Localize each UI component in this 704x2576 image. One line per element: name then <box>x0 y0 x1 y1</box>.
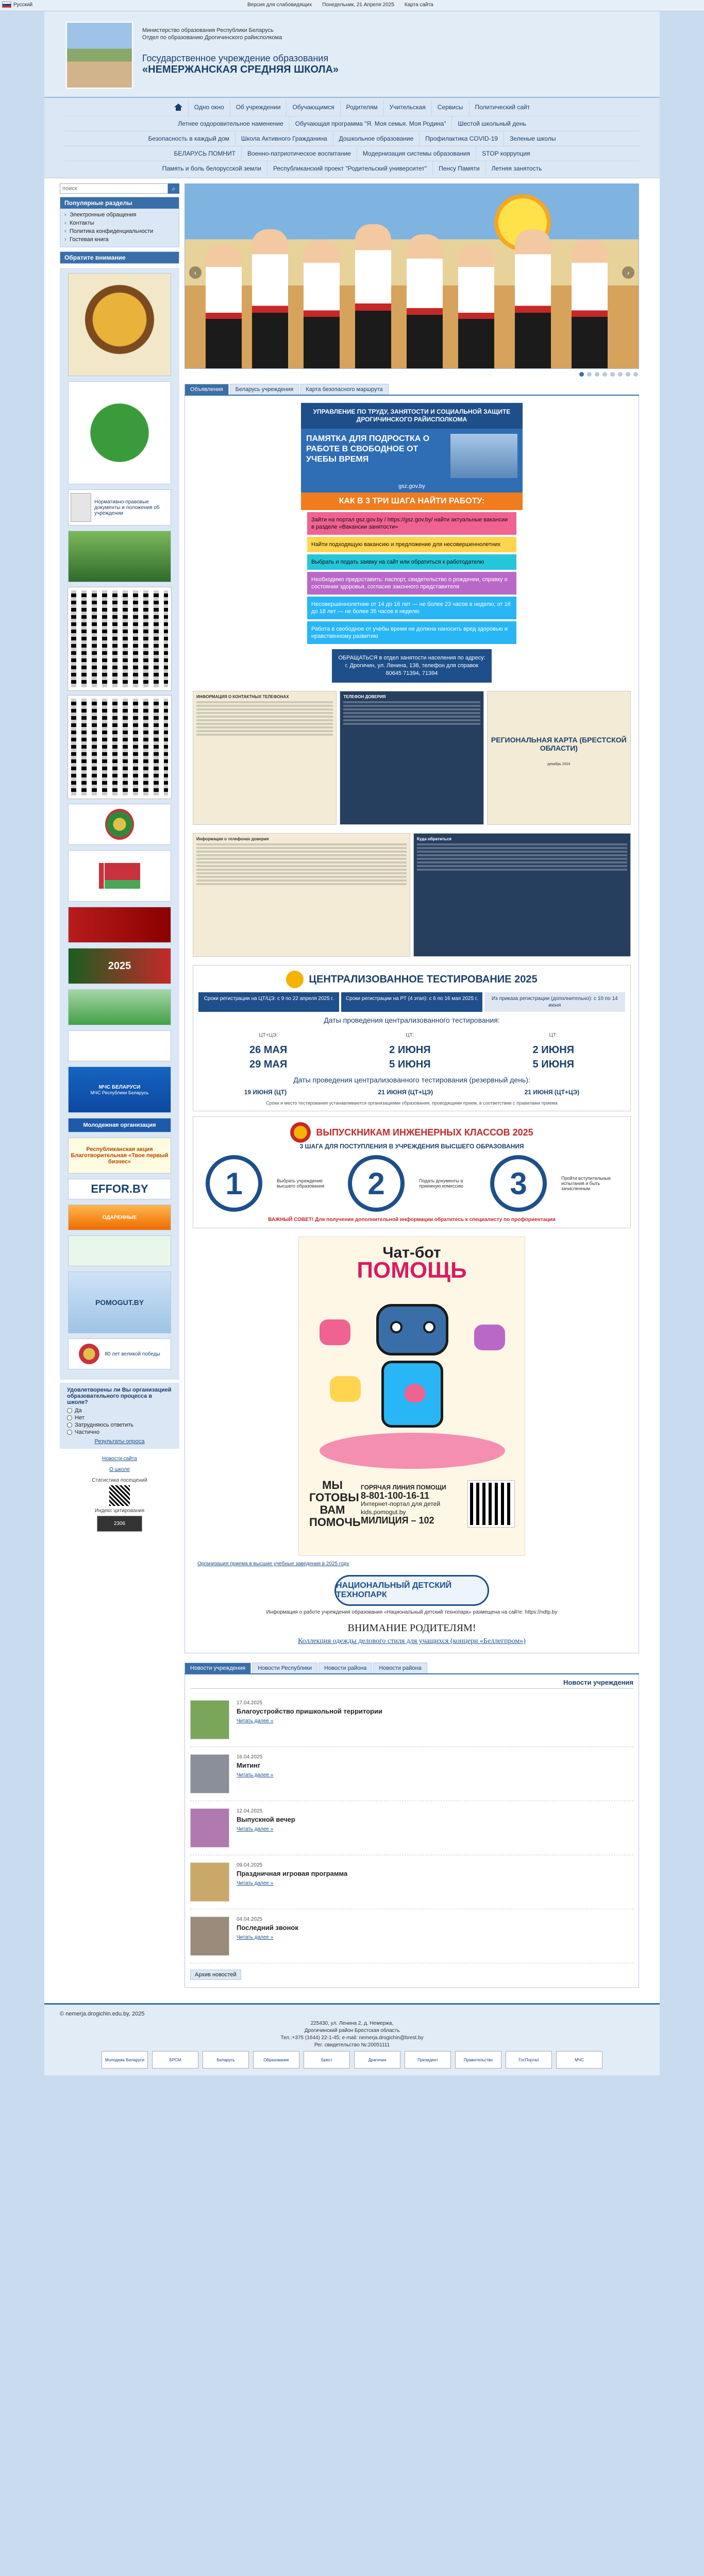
about-link[interactable]: О школе <box>109 1467 130 1472</box>
docs-banner-text: Нормативно-правовые документы и положения об учреждении <box>94 499 160 516</box>
stats-label: Статистика посещений <box>92 1478 147 1483</box>
nav-item[interactable]: Учительская <box>384 100 432 116</box>
news-item[interactable] <box>190 1747 633 1801</box>
chatbot-poster <box>298 1236 525 1556</box>
slider-dot[interactable] <box>633 372 638 377</box>
tab-announcements[interactable]: Объявления <box>185 384 229 395</box>
slide-person <box>206 245 242 368</box>
ct-heading: Даты проведения централизованного тестирования: <box>324 1016 500 1024</box>
nav-row-2 <box>65 116 639 131</box>
chatbot-title: Чат-бот ПОМОЩЬ <box>357 1244 467 1283</box>
chat-bubble-icon <box>474 1325 505 1350</box>
robot-icon <box>361 1304 464 1443</box>
nav-item[interactable]: Политический сайт <box>475 104 530 111</box>
business-banner[interactable]: Республиканская акция Благотворительная «Твое первый бизнес» <box>68 1138 171 1174</box>
news-thumbnail[interactable] <box>190 1917 229 1956</box>
news-panel <box>185 1674 639 1988</box>
news-thumbnail[interactable] <box>190 1754 229 1793</box>
index-label: Индекс цитирования <box>94 1508 145 1514</box>
school-title <box>142 53 431 75</box>
slide-person <box>355 224 391 368</box>
read-more-link[interactable]: Читать далее » <box>237 1935 274 1940</box>
news-thumbnail[interactable] <box>190 1808 229 1848</box>
news-heading: Новости учреждения <box>190 1679 633 1689</box>
news-thumbnail[interactable] <box>190 1862 229 1902</box>
poster-step: Найти подходящую вакансию и предложение для несовершеннолетних <box>307 537 516 552</box>
docs-banner[interactable] <box>68 489 171 526</box>
slide-person <box>572 240 608 368</box>
news-thumbnail[interactable] <box>190 1700 229 1739</box>
footer-logo[interactable]: Беларусь <box>203 2051 249 2069</box>
news-title[interactable]: Благоустройство пришкольной территории <box>237 1707 382 1715</box>
tab-school-news[interactable]: Новости учреждения <box>185 1663 251 1673</box>
sitemap-link[interactable]: Карта сайта <box>404 2 433 8</box>
hands-icon <box>320 1433 505 1469</box>
home-icon[interactable] <box>174 104 182 111</box>
slider-dot[interactable] <box>610 372 615 377</box>
logo-icon <box>286 971 304 988</box>
nav-item[interactable]: Память и боль белорусской земли <box>157 161 267 176</box>
footer-logo[interactable]: БРСМ <box>152 2051 198 2069</box>
nav-item[interactable]: Одно окно <box>189 100 230 116</box>
footer-logos <box>44 2051 660 2069</box>
news-item[interactable] <box>190 1909 633 1963</box>
news-title[interactable]: Праздничная игровая программа <box>237 1870 348 1877</box>
slider-dot[interactable] <box>602 372 607 377</box>
news-item[interactable] <box>190 1801 633 1855</box>
news-item[interactable] <box>190 1855 633 1909</box>
slider-dot[interactable] <box>618 372 623 377</box>
poster-step: Зайти на портал gsz.gov.by / https://gsz.gov.by/ найти актуальные вакансии в разделе «Вакансии занятости» <box>307 512 516 535</box>
qr-code <box>109 1485 130 1506</box>
sidebar-banners <box>60 268 179 1380</box>
read-more-link[interactable]: Читать далее » <box>237 1718 274 1724</box>
pomogut-banner[interactable]: POMOGUT.BY <box>68 1272 171 1333</box>
logo-icon <box>290 1122 311 1143</box>
slider-dot[interactable] <box>626 372 630 377</box>
brochure-column: Куда обратиться <box>413 833 631 957</box>
popular-title: Популярные разделы <box>60 197 179 209</box>
news-archive-link[interactable]: Архив новостей <box>190 1970 241 1980</box>
news-list <box>190 1693 633 1963</box>
admission-link[interactable]: Организация приема в высшие учебные заведения в 2025 году <box>197 1561 349 1567</box>
footer-logo[interactable]: МЧС <box>556 2051 602 2069</box>
slider-prev-icon[interactable]: ‹ <box>189 266 202 279</box>
sidebar <box>44 183 185 1988</box>
nav-item[interactable]: Зеленые школы <box>509 135 556 142</box>
nav-item[interactable]: Родителям <box>341 100 384 116</box>
sidebar-footer <box>60 1449 179 1539</box>
qr-code[interactable] <box>68 696 171 799</box>
nav-item[interactable]: Модернизация системы образования <box>357 146 476 161</box>
footer-logo[interactable]: ГосПортал <box>506 2051 552 2069</box>
brochure-column: Информация о телефонах доверия <box>193 833 410 957</box>
tab-republic-news[interactable]: Новости Республики <box>252 1663 317 1673</box>
ct-reserve-dates: 19 ИЮНЯ (ЦТ) 21 ИЮНЯ (ЦТ+ЦЭ) 21 ИЮНЯ (ЦТ+ЦЭ) <box>244 1089 580 1096</box>
nav-home[interactable] <box>169 100 189 116</box>
radio-icon[interactable] <box>67 1422 72 1428</box>
hotline-brochure-2 <box>193 833 631 957</box>
school-photo <box>66 22 133 89</box>
news-title[interactable]: Митинг <box>237 1761 261 1769</box>
technopark-info: Информация о работе учреждения образования «Национальный детский технопарк» размещена на сайте: https://ndtp.by <box>266 1609 558 1615</box>
uniform-link[interactable]: Коллекция одежды делового стиля для учащихся (концерн «Беллегпром») <box>298 1637 526 1645</box>
nav-item[interactable]: Обучающая программа "Я. Моя семья. Моя Родина" <box>290 116 452 131</box>
ct-reserve-heading: Даты проведения централизованного тестирования (резервный день): <box>293 1076 530 1084</box>
read-more-link[interactable]: Читать далее » <box>237 1826 274 1832</box>
main-content <box>185 183 660 1988</box>
poll-option[interactable]: Частично <box>67 1429 172 1435</box>
slider-dots <box>185 369 639 380</box>
announce-tabs <box>185 384 639 396</box>
popular-link[interactable]: › Политика конфиденциальности <box>64 227 175 235</box>
slider-dot[interactable] <box>579 372 584 377</box>
search-input[interactable] <box>60 183 168 194</box>
gifted-banner[interactable]: ОДАРЕННЫЕ <box>68 1205 171 1230</box>
nav-item[interactable]: Профилактика COVID-19 <box>420 131 504 146</box>
heart-icon <box>405 1384 425 1402</box>
news-date: 09.04.2025 <box>237 1862 263 1868</box>
nav-row-4 <box>65 146 639 161</box>
chatbot-info: МЫ ГОТОВЫ ВАМ ПОМОЧЬ ГОРЯЧАЯ ЛИНИЯ ПОМОЩИ 8-801-100-16-11 Интернет-портал для детей kids.pomogut.by МИЛИЦИЯ – 102 <box>309 1479 514 1529</box>
popular-link[interactable]: › Электронные обращения <box>64 211 175 219</box>
effor-banner[interactable]: EFFOR.BY <box>68 1179 171 1199</box>
nav-item[interactable]: Летнее оздоровительное наменение <box>172 116 290 131</box>
mchs-title: МЧС БЕЛАРУСИ <box>98 1084 141 1090</box>
copyright: © nemerja.drogichin.edu.by, 2025 <box>60 2011 145 2017</box>
search-form <box>60 183 179 194</box>
year-banner[interactable]: 2025 <box>68 948 171 984</box>
footer-logo[interactable]: Президент <box>405 2051 451 2069</box>
news-date: 12.04.2025 <box>237 1808 263 1814</box>
site-news-link[interactable]: Новости сайта <box>102 1456 137 1462</box>
flag-icon[interactable] <box>2 2 11 8</box>
search-button[interactable] <box>168 183 179 194</box>
top-bar <box>0 0 704 11</box>
slide-person <box>515 229 551 368</box>
engineering-poster <box>193 1116 631 1228</box>
star-banner[interactable] <box>68 273 171 376</box>
work-memo-poster <box>301 403 523 683</box>
emblems-banner[interactable] <box>68 1338 171 1369</box>
mchs-banner[interactable] <box>68 1066 171 1113</box>
brochure-column: РЕГИОНАЛЬНАЯ КАРТА (БРЕСТСКОЙ ОБЛАСТИ) декабрь 2024 <box>487 691 631 825</box>
ct-poster <box>193 965 631 1111</box>
tab-district-news-2[interactable]: Новости района <box>373 1663 427 1673</box>
poster-step: Выбрать и подать заявку на сайт или обратиться к работодателю <box>307 554 516 570</box>
poll-option[interactable]: Затрудняюсь ответить <box>67 1422 172 1428</box>
visit-counter[interactable]: 2306 <box>97 1516 142 1532</box>
qr-code <box>468 1481 514 1527</box>
coat-banner[interactable] <box>68 804 171 845</box>
low-vision-link[interactable]: Версия для слабовидящих <box>247 2 312 8</box>
anniversary-text: 80 лет великой победы <box>105 1351 160 1357</box>
popular-link[interactable]: › Гостевая книга <box>64 235 175 244</box>
nav-row-1 <box>65 100 639 116</box>
footer-logo[interactable]: Правительство <box>455 2051 501 2069</box>
poster-step: Работа в свободное от учебы время не должна наносить вред здоровью и нравственному развитию <box>307 621 516 644</box>
nav-item[interactable]: Сервисы <box>432 100 470 116</box>
nav-item[interactable]: Обучающимся <box>287 100 340 116</box>
ct-note: Сроки и место тестирования устанавливаются организациями образования, проводящими прием, в соответствии с правилами приема <box>266 1100 558 1106</box>
hotline-brochure <box>193 691 631 825</box>
ct-title: ЦЕНТРАЛИЗОВАННОЕ ТЕСТИРОВАНИЕ 2025 <box>198 971 625 988</box>
eng-subtitle: 3 ШАГА ДЛЯ ПОСТУПЛЕНИЯ В УЧРЕЖДЕНИЯ ВЫСШЕГО ОБРАЗОВАНИЯ <box>299 1143 524 1150</box>
youth-banner[interactable]: Молодежная организация <box>68 1118 171 1132</box>
news-date: 04.04.2025 <box>237 1917 263 1922</box>
poster-site: gsz.gov.by <box>301 483 523 493</box>
popular-link[interactable]: › Контакты <box>64 219 175 227</box>
tab-institutions[interactable]: Беларусь учреждения <box>230 384 299 395</box>
news-title[interactable]: Последний звонок <box>237 1924 298 1931</box>
slide-person <box>458 245 494 368</box>
green-banner[interactable] <box>68 381 171 484</box>
nav-item[interactable]: Безопасность в каждый дом <box>143 131 236 146</box>
radio-icon[interactable] <box>67 1430 72 1435</box>
search-icon[interactable]: ⌕ <box>172 184 176 192</box>
poster-step: Несовершеннолетние от 14 до 16 лет — не более 23 часов в неделю; от 16 до 18 лет — не более 35 часов в неделю <box>307 597 516 619</box>
nav-item[interactable]: Республиканский проект "Родительский университет" <box>267 161 433 176</box>
brochure-column: ИНФОРМАЦИЯ О КОНТАКТНЫХ ТЕЛЕФОНАХ <box>193 691 337 825</box>
ecology-banner[interactable] <box>68 531 171 582</box>
nav-item[interactable]: Школа Активного Гражданина <box>236 131 333 146</box>
address: 225430, ул. Ленина 2, д. Немержа, Дрогичинский район Брестская область Тел.:+375 (1644) 22-1-45; e-mail: nemerja.drogichin@brest.by Рег. свидетельство №:20051111 <box>280 2021 424 2048</box>
nav-item[interactable]: STOP коррупция <box>482 150 530 157</box>
main-navigation <box>44 98 660 178</box>
lightgreen-banner[interactable] <box>68 1235 171 1266</box>
ct-dates: ЦТ+ЦЭ: 26 МАЯ 29 МАЯ ЦТ: 2 ИЮНЯ 5 ИЮНЯ ЦТ: 2 ИЮНЯ 5 ИЮНЯ <box>249 1032 575 1070</box>
emblem-icon <box>105 809 134 840</box>
nav-row-3 <box>65 131 639 146</box>
nav-item[interactable]: Дошкольное образование <box>333 131 420 146</box>
news-title[interactable]: Выпускной вечер <box>237 1816 295 1823</box>
document-icon <box>71 493 91 522</box>
announcements-panel <box>185 396 639 1653</box>
slide-person <box>407 234 443 368</box>
attention-title: Обратите внимание <box>60 252 179 263</box>
main-area <box>44 178 660 2003</box>
nav-item[interactable]: БЕЛАРУСЬ ПОМНИТ <box>168 146 242 161</box>
technopark-logo[interactable]: НАЦИОНАЛЬНЫЙ ДЕТСКИЙ ТЕХНОПАРК <box>334 1575 489 1606</box>
popular-sections <box>60 197 179 247</box>
emblem-icon <box>79 1344 99 1364</box>
flag-banner[interactable] <box>68 850 171 902</box>
poster-head: УПРАВЛЕНИЕ ПО ТРУДУ, ЗАНЯТОСТИ И СОЦИАЛЬНОЙ ЗАЩИТЕ ДРОГИЧИНСКОГО РАЙИСПОЛКОМА <box>301 403 523 429</box>
brochure-column: ТЕЛЕФОН ДОВЕРИЯ <box>340 691 483 825</box>
chat-bubble-icon <box>330 1376 361 1402</box>
slider-next-icon[interactable]: › <box>622 266 634 279</box>
read-more-link[interactable]: Читать далее » <box>237 1772 274 1778</box>
eng-steps: 1 Выбрать учреждение высшего образования 2 Подать документы в приемную комиссию 3 Пройти вступительные испытания и быть зачисленным <box>198 1155 625 1212</box>
ct-registration-bar: Сроки регистрации на ЦТ/ЦЭ: с 9 по 22 апреля 2025 г. Сроки регистрации на РТ (4 этап): с 6 по 16 мая 2025 г. Из приказа регистрации (дополнительно): с 10 по 14 июня <box>198 992 625 1012</box>
poster-step: Необходимо предоставить: паспорт, свидетельство о рождении, справку о состоянии здоровья, согласие законного представителя <box>307 572 516 595</box>
slide-person <box>304 240 340 368</box>
chat-bubble-icon <box>320 1319 350 1345</box>
nav-item[interactable]: Летняя занятость <box>491 165 542 172</box>
slide-person <box>252 229 288 368</box>
mchs-sub: МЧС Республики Беларусь <box>90 1090 149 1095</box>
slider-dot[interactable] <box>595 372 599 377</box>
nav-item[interactable]: Шестой школьный день <box>458 120 526 127</box>
news-tabs <box>185 1663 639 1674</box>
tab-district-news[interactable]: Новости района <box>319 1663 372 1673</box>
news-date: 16.04.2025 <box>237 1754 263 1760</box>
eng-advice: ВАЖНЫЙ СОВЕТ! Для получения дополнительной информации обратитесь к специалисту по профориентации <box>268 1217 556 1223</box>
ministry-text: Министерство образования Республики Беларусь Отдел по образованию Дрогичинского райисполкома <box>142 27 282 41</box>
nav-item[interactable]: Об учреждении <box>230 100 287 116</box>
date-label: Понедельник, 21 Апреля 2025 <box>322 2 394 8</box>
slider-dot[interactable] <box>587 372 592 377</box>
footer-logo[interactable]: Брест <box>304 2051 350 2069</box>
footer-logo[interactable]: Молодежь Беларуси <box>102 2051 148 2069</box>
poster-image <box>450 434 517 478</box>
qr-code[interactable] <box>68 587 171 690</box>
nav-row-5 <box>65 161 639 176</box>
nav-item[interactable]: Пенсу Памяти <box>433 161 486 176</box>
poll-results-link[interactable]: Результаты опроса <box>94 1438 145 1445</box>
poll-option[interactable]: Нет <box>67 1415 172 1421</box>
site-footer <box>44 2003 660 2075</box>
news-date: 17.04.2025 <box>237 1700 263 1706</box>
nav-item[interactable]: Военно-патриотическое воспитание <box>242 146 357 161</box>
radio-icon[interactable] <box>67 1415 72 1420</box>
poster-steps-title: КАК В 3 ТРИ ШАГА НАЙТИ РАБОТУ: <box>301 493 523 510</box>
tab-route-map[interactable]: Карта безопасного маршрута <box>300 384 388 395</box>
school-name: «НЕМЕРЖАНСКАЯ СРЕДНЯЯ ШКОЛА» <box>142 64 339 75</box>
site-header <box>44 11 660 98</box>
poster-contact: ОБРАЩАТЬСЯ в отдел занятости населения по адресу: г. Дрогичин, ул. Ленина, 138, телефон для справок 80645 71394, 71394 <box>332 649 492 683</box>
white-banner[interactable] <box>68 1030 171 1061</box>
footer-logo[interactable]: Образование <box>253 2051 299 2069</box>
flag-icon <box>99 863 140 889</box>
school-prefix: Государственное учреждение образования <box>142 53 329 63</box>
eng-title: ВЫПУСКНИКАМ ИНЖЕНЕРНЫХ КЛАССОВ 2025 <box>198 1122 625 1143</box>
poster-sub: ПАМЯТКА ДЛЯ ПОДРОСТКА О РАБОТЕ В СВОБОДНОЕ ОТ УЧЕБЫ ВРЕМЯ <box>301 429 523 483</box>
news-item[interactable] <box>190 1693 633 1747</box>
poll-title: Удовлетворены ли Вы организацией образовательного процесса в школе? <box>67 1387 172 1405</box>
read-more-link[interactable]: Читать далее » <box>237 1880 274 1886</box>
poll-option[interactable]: Да <box>67 1408 172 1414</box>
poll <box>60 1383 179 1449</box>
attention-block <box>60 251 179 264</box>
language-label[interactable]: Русский <box>13 2 33 8</box>
footer-logo[interactable]: Драгичин <box>354 2051 400 2069</box>
radio-icon[interactable] <box>67 1408 72 1413</box>
green2-banner[interactable] <box>68 989 171 1025</box>
parents-attention: ВНИМАНИЕ РОДИТЕЛЯМ! <box>347 1622 476 1634</box>
red-banner[interactable] <box>68 907 171 943</box>
image-slider[interactable] <box>185 183 639 369</box>
